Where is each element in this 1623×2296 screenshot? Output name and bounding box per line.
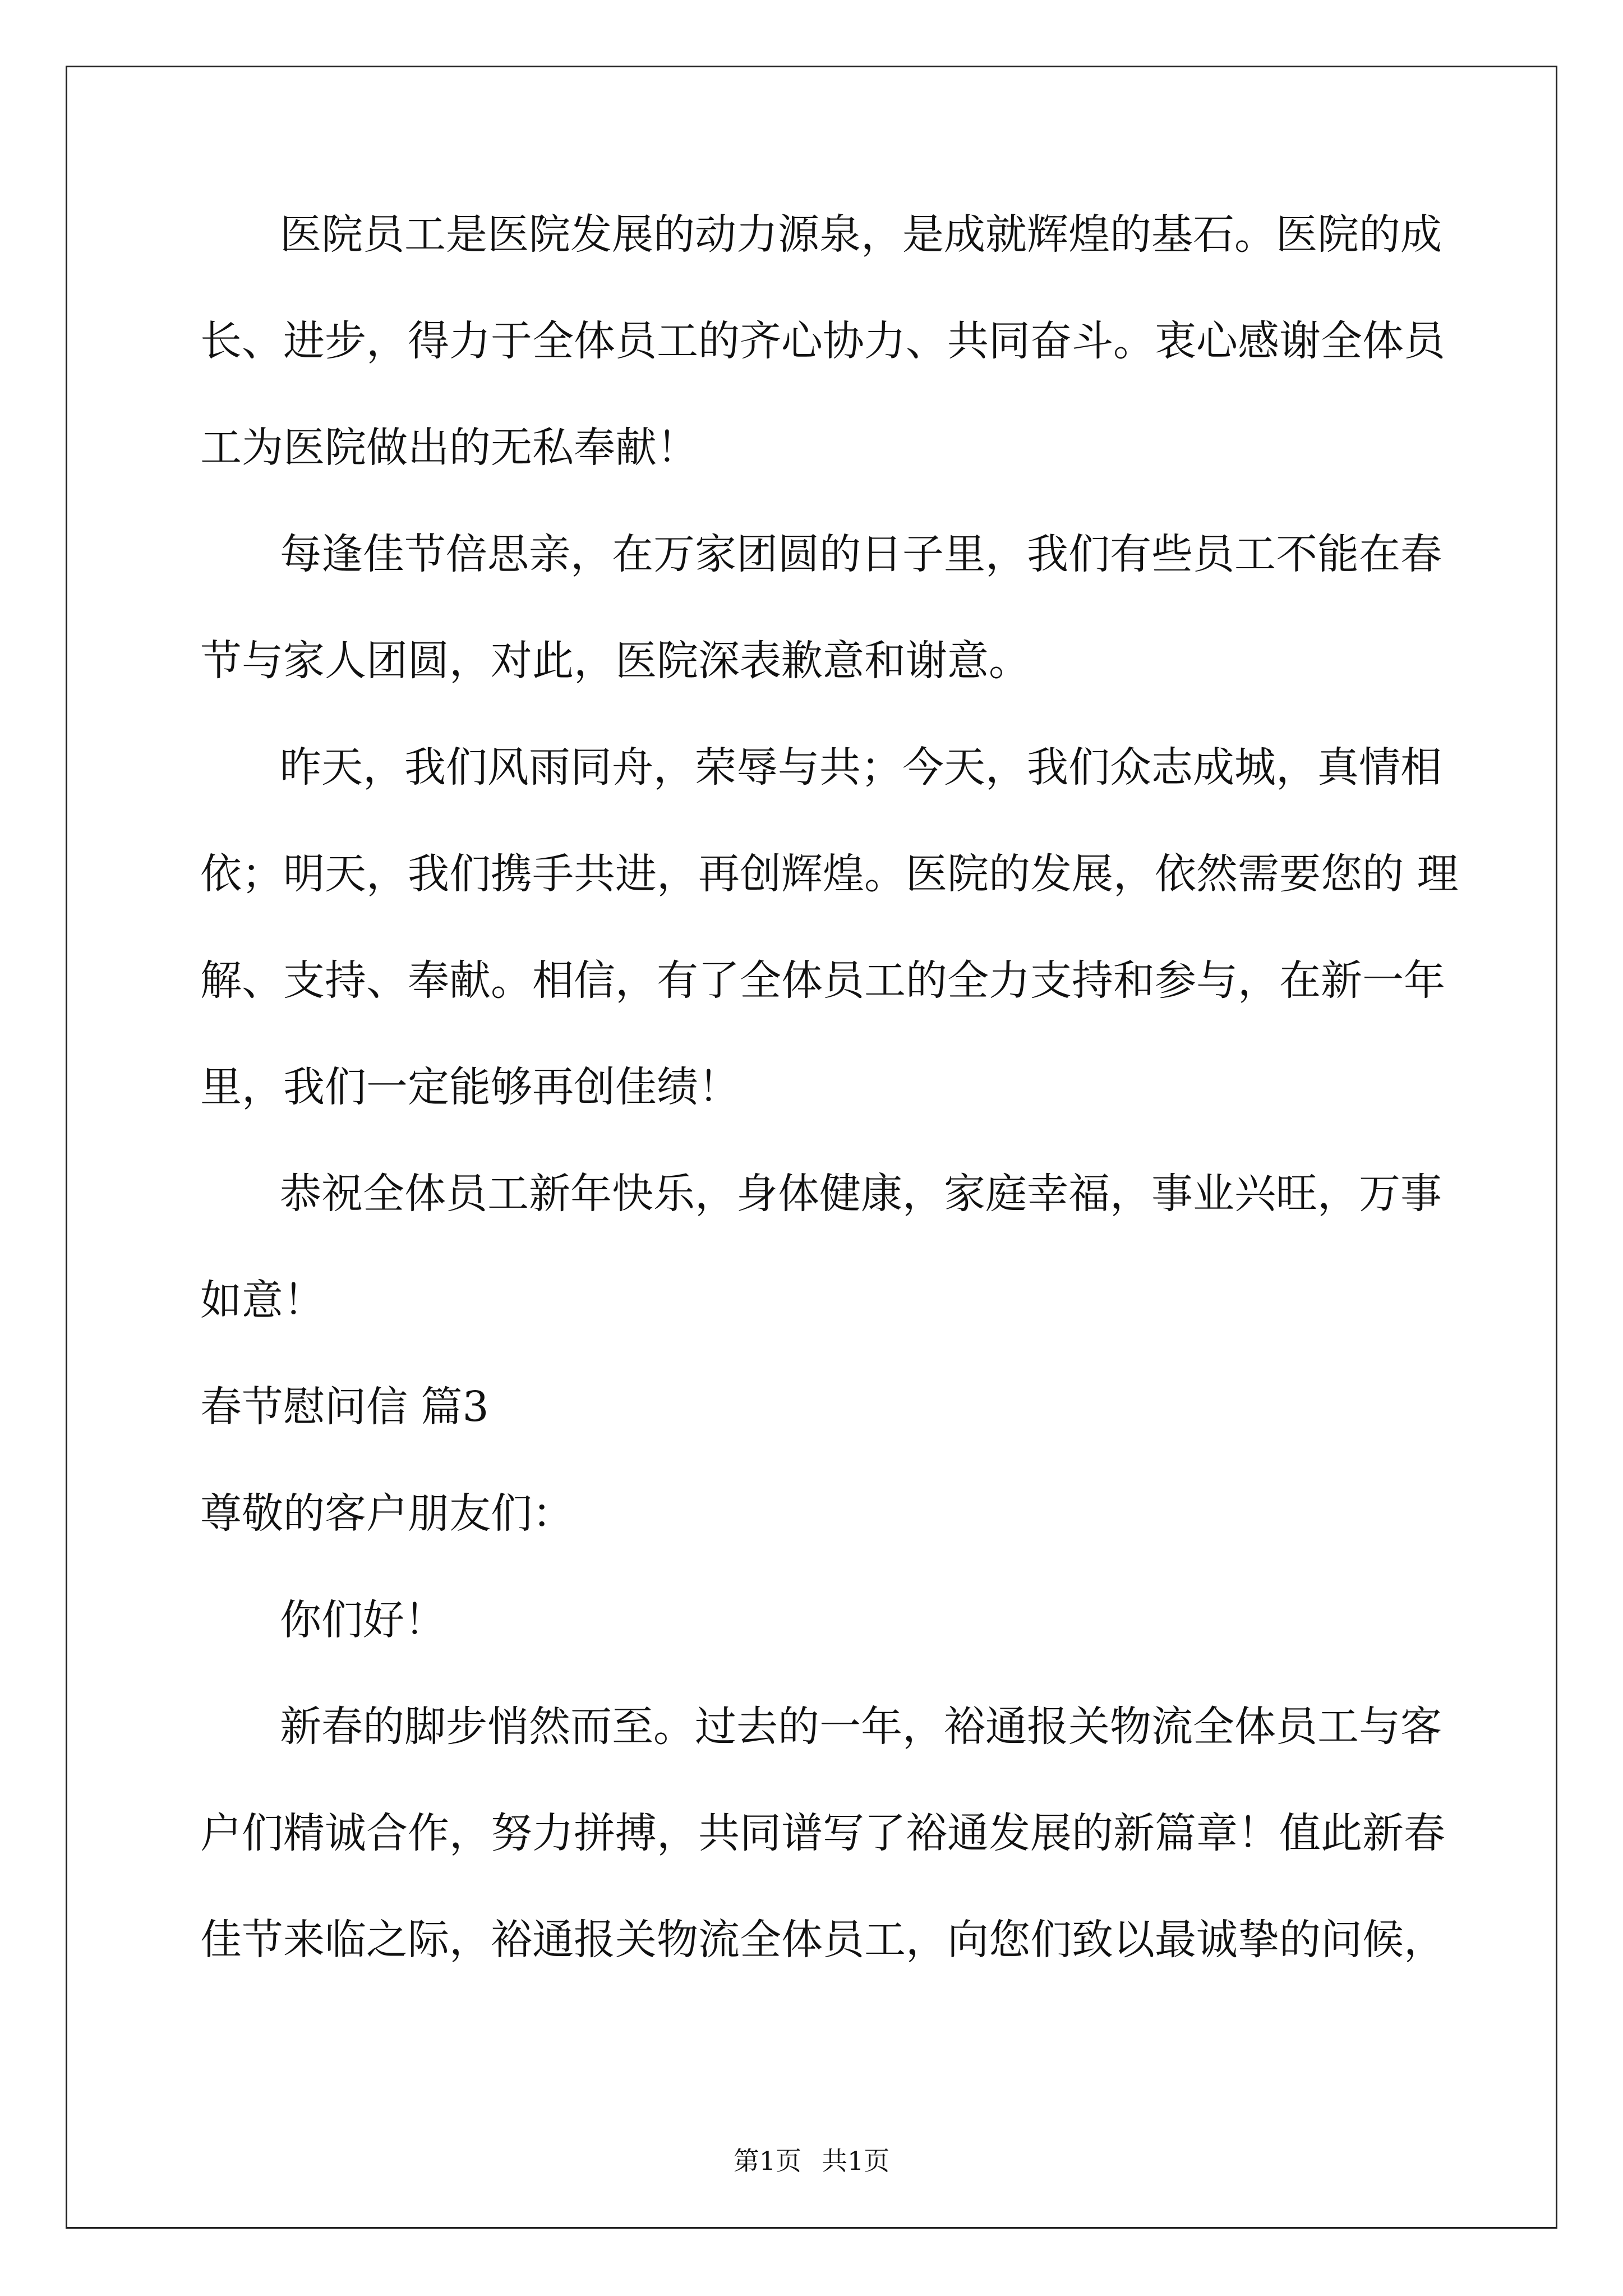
paragraph-line: 如意！ — [200, 1276, 325, 1324]
paragraph-line: 佳节来临之际，裕通报关物流全体员工，向您们致以最诚挚的问候， — [200, 1916, 1445, 1964]
greeting: 你们好！ — [280, 1596, 446, 1644]
paragraph-line: 节与家人团圆，对此，医院深表歉意和谢意。 — [200, 637, 1030, 685]
paragraph-line: 每逢佳节倍思亲，在万家团圆的日子里，我们有些员工不能在春 — [280, 530, 1442, 578]
page-total: 共1页 — [822, 2146, 890, 2176]
paragraph-line: 长、进步，得力于全体员工的齐心协力、共同奋斗。衷心感谢全体员 — [200, 317, 1445, 365]
paragraph-line: 昨天，我们风雨同舟，荣辱与共；今天，我们众志成城，真情相 — [280, 743, 1442, 792]
paragraph-line: 户们精诚合作，努力拼搏，共同谱写了裕通发展的新篇章！值此新春 — [200, 1809, 1445, 1857]
page-border — [66, 66, 1557, 2229]
paragraph-line: 依；明天，我们携手共进，再创辉煌。医院的发展，依然需要您的 理 — [200, 850, 1459, 898]
paragraph-line: 医院员工是医院发展的动力源泉，是成就辉煌的基石。医院的成 — [280, 210, 1442, 259]
paragraph-line: 新春的脚步悄然而至。过去的一年，裕通报关物流全体员工与客 — [280, 1703, 1442, 1751]
page-number: 第1页 — [733, 2146, 801, 2176]
section-heading: 春节慰问信 篇3 — [200, 1383, 489, 1431]
paragraph-line: 里，我们一定能够再创佳绩！ — [200, 1063, 740, 1111]
paragraph-line: 解、支持、奉献。相信，有了全体员工的全力支持和参与，在新一年 — [200, 956, 1445, 1005]
page-footer — [0, 2144, 1623, 2178]
paragraph-line: 恭祝全体员工新年快乐，身体健康，家庭幸福，事业兴旺，万事 — [280, 1170, 1442, 1218]
paragraph-line: 工为医院做出的无私奉献！ — [200, 424, 698, 472]
salutation: 尊敬的客户朋友们： — [200, 1489, 574, 1538]
